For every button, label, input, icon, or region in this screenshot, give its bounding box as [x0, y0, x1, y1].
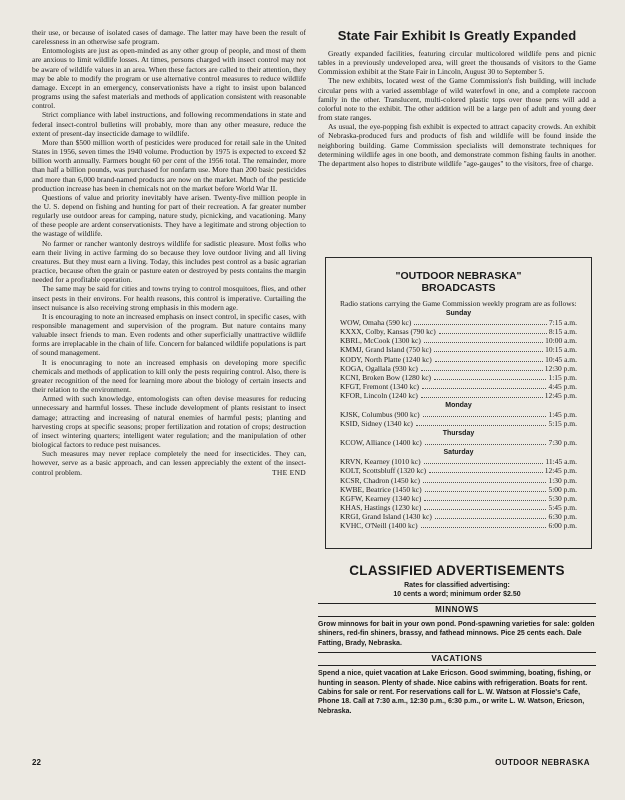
station-row	[340, 364, 577, 373]
article-paragraph: The new exhibits, located west of the Game Commission's fish building, will include circular pens with a varied assemblage of wild waterfowl in one, and a complete raccoon family in the other. Translucent, multi-colored plastic tops over those pens will add a colorful note to the exhibit. The other addition will be a large pen of adult and young deer from state ranges.	[318, 76, 596, 123]
broadcast-time: 1:15 p.m.	[548, 372, 577, 382]
state-fair-article	[318, 28, 596, 168]
broadcast-title	[326, 270, 591, 294]
broadcast-time: 1:30 p.m.	[548, 475, 577, 485]
classified-section	[318, 563, 596, 716]
broadcast-time: 12:30 p.m.	[544, 363, 577, 373]
station-name: KOGA, Ogallala (930 kc)	[340, 363, 418, 373]
station-name: KFGT, Fremont (1340 kc)	[340, 381, 420, 391]
minnows-ad-text: Grow minnows for bait in your own pond. Pond-spawning varieties for sale: golden shiners, red-fin shiners, brassy, and fathead minnows. Pice 25 cents each. Dale Fatting, Brady, Nebraska.	[318, 621, 595, 647]
insecticide-article	[32, 28, 306, 477]
broadcast-time: 10:45 a.m.	[545, 354, 577, 364]
minnows-heading: MINNOWS	[318, 603, 596, 617]
station-name: KCOW, Alliance (1400 kc)	[340, 438, 422, 448]
broadcast-time: 5:00 p.m.	[548, 484, 577, 494]
station-name: KFOR, Lincoln (1240 kc)	[340, 390, 418, 400]
leader-dots	[434, 351, 543, 352]
article-paragraph: It is encouraging to note an increased emphasis on insect control, in specific cases, with responsible management and supervision of the program. But nature contains many valuable insect friends to man. Even rodents and other superficially unattractive wildlife forms are irreplacable in the chain of life. Concern for balanced wildlife populations is part of sound management.	[32, 311, 306, 358]
broadcast-time: 10:00 a.m.	[545, 336, 577, 346]
station-row	[340, 355, 577, 364]
station-row	[340, 345, 577, 354]
broadcast-time: 5:15 p.m.	[548, 419, 577, 429]
day-heading-monday: Monday	[445, 402, 472, 410]
article-paragraph: Armed with such knowledge, entomologists can often devise measures for reducing unnecessary and harmful losses. These include development of plants resistant to insect damage; attracting and increasing of natural enemies of harmful pests; planting and harvesting crops at specific seasons; proper fertilization and rotation of crops; destruction of insect wintering quarters; intelligent water regulation; and the manipulation of other biological factors to reduce pest nuisances.	[32, 394, 306, 450]
broadcast-title-line2: BROADCASTS	[421, 282, 496, 294]
station-row	[340, 438, 577, 447]
broadcast-time: 6:00 p.m.	[548, 520, 577, 530]
leader-dots	[414, 324, 547, 325]
station-row	[340, 373, 577, 382]
station-name: KOLT, Scottsbluff (1320 kc)	[340, 466, 427, 476]
day-heading-sunday: Sunday	[445, 310, 472, 318]
leader-dots	[424, 463, 544, 464]
broadcast-time: 4:45 p.m.	[548, 381, 577, 391]
broadcast-time: 12:45 p.m.	[544, 390, 577, 400]
article-paragraph: their use, or because of isolated cases of damage. The latter may have been the result of carelessness in an otherwise safe program.	[32, 28, 306, 47]
leader-dots	[439, 333, 547, 334]
broadcast-time: 10:15 a.m.	[545, 345, 577, 355]
station-row	[340, 503, 577, 512]
broadcast-time: 6:30 p.m.	[548, 511, 577, 521]
station-row	[340, 327, 577, 336]
leader-dots	[422, 388, 546, 389]
broadcast-time: 11:45 a.m.	[545, 457, 577, 467]
leader-dots	[421, 370, 543, 371]
station-name: KODY, North Platte (1240 kc)	[340, 354, 432, 364]
leader-dots	[435, 361, 543, 362]
article-paragraph: It is enocunraging to note an increased emphasis on developing more specific chemicals and methods of application to kill only the pests requiring control. Also, there is greater recognition of the need for learning more about the biology of certain insects and their relation to the environment.	[32, 357, 306, 395]
station-name: KSID, Sidney (1340 kc)	[340, 419, 413, 429]
day-heading-thursday: Thursday	[442, 430, 475, 438]
station-row	[340, 485, 577, 494]
broadcast-time: 12:45 p.m.	[544, 466, 577, 476]
station-row	[340, 419, 577, 428]
station-name: KRVN, Kearney (1010 kc)	[340, 457, 421, 467]
broadcast-schedule-box	[325, 257, 592, 549]
broadcast-time: 1:45 p.m.	[548, 410, 577, 420]
leader-dots	[416, 425, 547, 426]
classified-title: CLASSIFIED ADVERTISEMENTS	[349, 563, 565, 578]
station-row	[340, 410, 577, 419]
magazine-name: OUTDOOR NEBRASKA	[495, 758, 590, 767]
vacations-ad-text: Spend a nice, quiet vacation at Lake Ericson. Good swimming, boating, fishing, or hunting in season. Plenty of shade. Nice cabins with refrigeration. Boats for rent. Cabins for sale or rent. For reservations call for L. W. Watson at Flossie's Cafe, Phone 18. Call at 7:30 a.m., 12:30 p.m., 6:30 p.m., or write L. W. Watson, Ericson, Nebraska.	[318, 670, 592, 715]
rates-line-1: Rates for classified advertising:	[404, 582, 510, 589]
broadcast-time: 7:30 p.m.	[548, 438, 577, 448]
station-row	[340, 318, 577, 327]
article-paragraph: No farmer or rancher wantonly destroys wildlife for sadistic pleasure. Most folks who earn their living in active farming do so because they love outdoor living and all living creatures. But they must earn a living. Today, this includes pest control as a basic agrarian practice, because often the grain or pasture eaten or destroyed by pests contains the margin needed for a profitable operation.	[32, 238, 306, 285]
leader-dots	[425, 491, 547, 492]
leader-dots	[423, 416, 547, 417]
leader-dots	[434, 379, 546, 380]
rates-line-2: 10 cents a word; minimum order $2.50	[393, 591, 521, 598]
station-row	[340, 336, 577, 345]
station-name: KGFW, Kearney (1340 kc)	[340, 493, 422, 503]
leader-dots	[425, 444, 547, 445]
article-paragraph: As usual, the eye-popping fish exhibit is expected to attract capacity crowds. An exhibit of Nebraska-produced furs and products of fish and wildlife will be found inside the neighboring building. Game Commission specialists will demonstrate techniques for determining wildlife ages in one booth, and demonstrate common fishing faults in another. The department also hopes to distribute wildlife "age-gauges" to the visitors, free of charge.	[318, 122, 596, 168]
broadcast-time: 5:30 p.m.	[548, 493, 577, 503]
station-name: KXXX, Colby, Kansas (790 kc)	[340, 327, 436, 337]
broadcast-time: 8:15 a.m.	[548, 327, 577, 337]
article-paragraph: Entomologists are just as open-minded as any other group of people, and most of them are anxious to limit wildlife losses. At times, persons charged with insect control may not be aware of wildlife values in an area. When these factors are called to their attention, they may be able to modify the program or use alternative control measures to reduce wildlife damage. Except in an emergency, conservationists have a right to insist upon balanced programs using the safest materials and methods of application consistent with reasonable control.	[32, 46, 306, 111]
classified-rates	[318, 581, 596, 599]
article-paragraph: More than $500 million worth of pesticides were produced for retail sale in the United States in 1956, seven times the 1940 volume. Production by 1975 is expected to exceed $2 billion worth annually. Farmers bought 60 per cent of the 1956 total. The remainder, more than half a billion pounds, was purchased for nonfarm use. More than 200 basic pesticides and more than 6,000 brand-named products are now on the market. Much of the pesticide production increase has been in chemicals not on the market before World War II.	[32, 137, 306, 193]
broadcast-title-line1: "OUTDOOR NEBRASKA"	[395, 270, 522, 282]
page-number: 22	[32, 758, 41, 767]
station-row	[340, 512, 577, 521]
leader-dots	[435, 518, 547, 519]
station-name: KJSK, Columbus (900 kc)	[340, 410, 420, 420]
leader-dots	[421, 397, 543, 398]
station-row	[340, 494, 577, 503]
day-heading-saturday: Saturday	[443, 449, 474, 457]
station-name: KMMJ, Grand Island (750 kc)	[340, 345, 432, 355]
leader-dots	[421, 527, 547, 528]
station-row	[340, 476, 577, 485]
article-paragraph: Questions of value and priority inevitably have arisen. Twenty-five million people in the U. S. depend on fishing and hunting for part of their recreation. A far greater number regularly use outdoor areas for camping, nature study, picnicking, and vacationing. Many of these people are ardent conservationists. They have a legitimate and strong objection to the wastage of wildlife.	[32, 192, 306, 239]
vacations-heading: VACATIONS	[318, 652, 596, 666]
leader-dots	[429, 472, 543, 473]
station-row	[340, 521, 577, 530]
article-paragraph: Greatly expanded facilities, featuring circular multicolored wildlife pens and picnic tables in a previously undeveloped area, will greet the thousands of visitors to the Game Commission exhibit at the State Fair in Lincoln, August 30 to September 5.	[318, 49, 596, 77]
station-row	[340, 391, 577, 400]
article-paragraph: The same may be said for cities and towns trying to control mosquitoes, flies, and other insect pests in their environs. For health reasons, this control is imperative. Curtailing the insect nuisance is also receiving strong emphasis in this modern age.	[32, 284, 306, 312]
station-name: KHAS, Hastings (1230 kc)	[340, 502, 422, 512]
station-row	[340, 457, 577, 466]
station-row	[340, 382, 577, 391]
station-name: KVHC, O'Neill (1400 kc)	[340, 520, 418, 530]
the-end-mark: THE END	[272, 467, 306, 477]
article-paragraph: Strict compliance with label instructions, and following recommendations in state and federal insect-control bulletins will probably, more than any other measure, reduce the extent of present-day insecticide damage to wildlife.	[32, 110, 306, 138]
station-row	[340, 466, 577, 475]
broadcast-time: 5:45 p.m.	[548, 502, 577, 512]
broadcast-intro: Radio stations carrying the Game Commission weekly program are as follows:	[340, 299, 577, 308]
broadcast-time: 7:15 a.m.	[548, 318, 577, 328]
station-name: KWBE, Beatrice (1450 kc)	[340, 484, 422, 494]
station-name: KCSR, Chadron (1450 kc)	[340, 475, 420, 485]
leader-dots	[424, 509, 546, 510]
station-name: KRGI, Grand Island (1430 kc)	[340, 511, 432, 521]
station-name: WOW, Omaha (590 kc)	[340, 318, 412, 328]
state-fair-title: State Fair Exhibit Is Greatly Expanded	[337, 28, 577, 43]
leader-dots	[424, 500, 546, 501]
leader-dots	[423, 482, 546, 483]
station-name: KCNI, Broken Bow (1280 kc)	[340, 372, 432, 382]
leader-dots	[424, 342, 543, 343]
station-name: KBRL, McCook (1300 kc)	[340, 336, 421, 346]
article-paragraph: Such measures may never replace completely the need for insecticides. They can, however, serve as a basic approach, and can lessen appreciably the extent of the insect-control problem.	[32, 449, 306, 477]
